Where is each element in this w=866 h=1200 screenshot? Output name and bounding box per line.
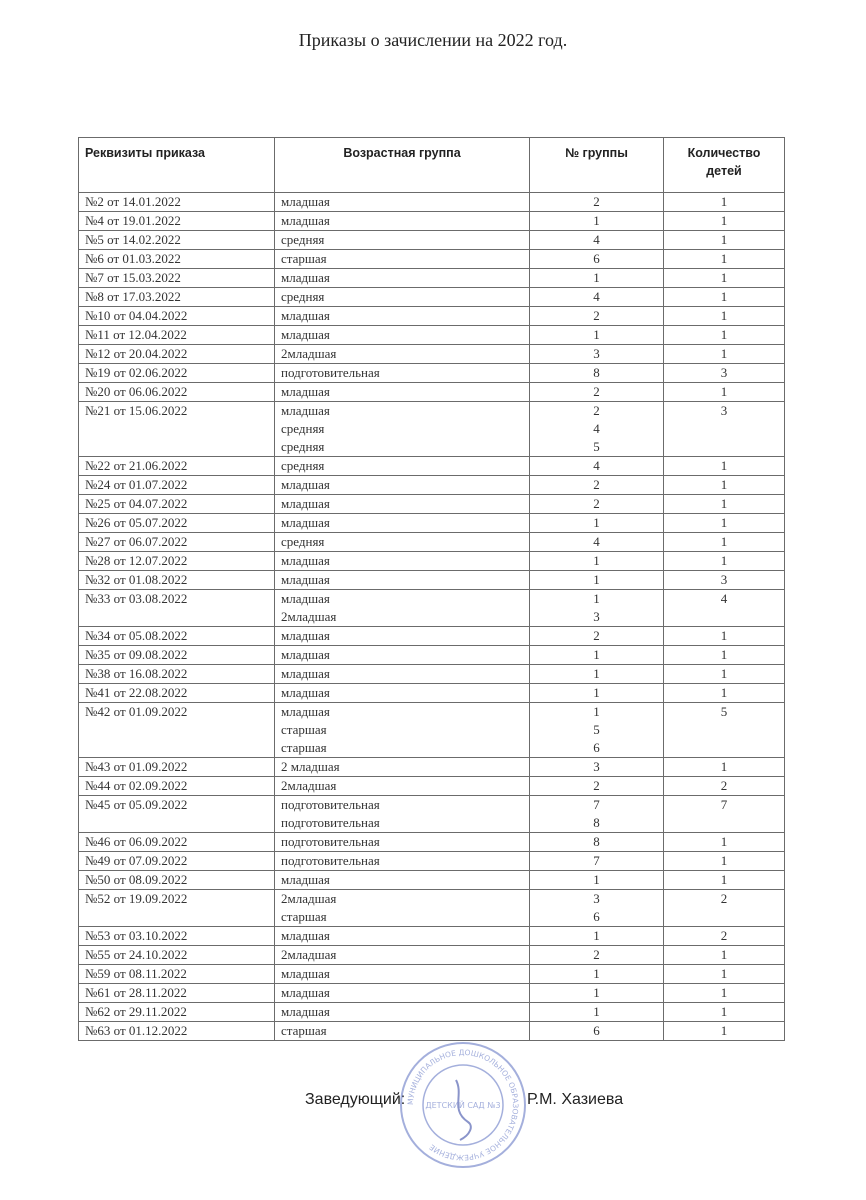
age-group-cell [275,890,530,927]
table-row [79,796,785,833]
age-group-value: младшая [281,628,330,643]
age-group-cell [275,833,530,852]
age-group-cell [275,871,530,890]
group-number-value: 1 [593,985,600,1000]
age-group-cell [275,402,530,457]
age-group-value: старшая [281,909,327,924]
children-count-cell: 1 [664,871,785,890]
group-number-value: 1 [593,591,600,606]
children-count-cell: 2 [664,777,785,796]
group-number-cell [530,646,664,665]
age-group-value: младшая [281,647,330,662]
group-number-value: 1 [593,685,600,700]
group-number-value: 7 [593,797,600,812]
table-row [79,402,785,457]
group-number-value: 2 [593,628,600,643]
children-count-cell: 1 [664,533,785,552]
group-number-cell [530,533,664,552]
table-row [79,571,785,590]
order-details-cell: №43 от 01.09.2022 [79,758,275,777]
order-details-cell: №20 от 06.06.2022 [79,383,275,402]
group-number-value: 7 [593,853,600,868]
group-number-value: 6 [593,909,600,924]
group-number-value: 3 [593,891,600,906]
group-number-cell [530,684,664,703]
children-count-cell: 1 [664,307,785,326]
group-number-value: 2 [593,384,600,399]
group-number-cell [530,1003,664,1022]
group-number-cell [530,250,664,269]
children-count-cell: 1 [664,984,785,1003]
group-number-cell [530,984,664,1003]
table-row [79,627,785,646]
age-group-value: 2младшая [281,891,337,906]
children-count-cell: 1 [664,288,785,307]
seal-ring-text: МУНИЦИПАЛЬНОЕ ДОШКОЛЬНОЕ ОБРАЗОВАТЕЛЬНОЕ УЧРЕЖДЕНИЕ [405,1047,521,1163]
age-group-cell [275,627,530,646]
age-group-value: младшая [281,270,330,285]
children-count-cell: 1 [664,250,785,269]
table-row [79,495,785,514]
age-group-value: младшая [281,403,330,418]
table-row [79,890,785,927]
group-number-value: 1 [593,1004,600,1019]
group-number-cell [530,703,664,758]
order-details-cell: №59 от 08.11.2022 [79,965,275,984]
age-group-cell [275,288,530,307]
children-count-cell: 3 [664,364,785,383]
group-number-cell [530,552,664,571]
age-group-cell [275,1022,530,1041]
group-number-cell [530,796,664,833]
group-number-value: 1 [593,704,600,719]
table-row [79,307,785,326]
age-group-cell [275,646,530,665]
age-group-value: 2младшая [281,609,337,624]
order-details-cell: №63 от 01.12.2022 [79,1022,275,1041]
table-row [79,703,785,758]
age-group-cell [275,590,530,627]
group-number-cell [530,383,664,402]
age-group-cell [275,777,530,796]
table-row [79,758,785,777]
age-group-value: старшая [281,740,327,755]
age-group-cell [275,1003,530,1022]
enrollment-orders-table [78,137,785,1041]
signatory-name: Р.М. Хазиева [527,1091,624,1108]
children-count-cell: 3 [664,402,785,457]
age-group-cell [275,383,530,402]
age-group-cell [275,984,530,1003]
group-number-value: 2 [593,308,600,323]
group-number-value: 4 [593,421,600,436]
age-group-cell [275,946,530,965]
order-details-cell: №25 от 04.07.2022 [79,495,275,514]
children-count-cell: 1 [664,476,785,495]
children-count-cell: 1 [664,758,785,777]
seal-center-text: ДЕТСКИЙ САД №3 [425,1101,501,1110]
group-number-cell [530,1022,664,1041]
signature-mark [456,1080,471,1140]
group-number-value: 1 [593,553,600,568]
order-details-cell: №55 от 24.10.2022 [79,946,275,965]
order-details-cell: №24 от 01.07.2022 [79,476,275,495]
order-details-cell: №12 от 20.04.2022 [79,345,275,364]
group-number-value: 3 [593,759,600,774]
group-number-cell [530,965,664,984]
children-count-cell: 1 [664,684,785,703]
table-row [79,852,785,871]
table-row [79,665,785,684]
age-group-value: младшая [281,553,330,568]
table-row [79,871,785,890]
age-group-value: средняя [281,421,325,436]
group-number-value: 1 [593,213,600,228]
children-count-cell: 1 [664,231,785,250]
order-details-cell: №10 от 04.04.2022 [79,307,275,326]
age-group-cell [275,326,530,345]
age-group-cell [275,796,530,833]
children-count-cell: 1 [664,1003,785,1022]
age-group-cell [275,345,530,364]
group-number-cell [530,269,664,288]
group-number-value: 1 [593,515,600,530]
group-number-cell [530,495,664,514]
children-count-cell: 1 [664,345,785,364]
age-group-value: средняя [281,439,325,454]
age-group-value: 2младшая [281,346,337,361]
group-number-cell [530,457,664,476]
group-number-cell [530,231,664,250]
order-details-cell: №26 от 05.07.2022 [79,514,275,533]
children-count-cell: 1 [664,212,785,231]
table-row [79,193,785,212]
age-group-value: подготовительная [281,815,380,830]
group-number-value: 1 [593,872,600,887]
order-details-cell: №27 от 06.07.2022 [79,533,275,552]
group-number-cell [530,777,664,796]
table-row [79,927,785,946]
group-number-value: 6 [593,251,600,266]
age-group-value: младшая [281,591,330,606]
children-count-cell: 1 [664,627,785,646]
age-group-cell [275,927,530,946]
age-group-cell [275,307,530,326]
group-number-cell [530,193,664,212]
order-details-cell: №22 от 21.06.2022 [79,457,275,476]
table-row [79,326,785,345]
children-count-cell: 1 [664,495,785,514]
group-number-cell [530,665,664,684]
order-details-cell: №19 от 02.06.2022 [79,364,275,383]
group-number-cell [530,326,664,345]
header-age-group: Возрастная группа [275,138,530,193]
table-row [79,288,785,307]
group-number-value: 4 [593,534,600,549]
group-number-cell [530,852,664,871]
children-count-cell: 1 [664,1022,785,1041]
children-count-cell: 1 [664,665,785,684]
group-number-cell [530,871,664,890]
group-number-value: 2 [593,778,600,793]
age-group-value: младшая [281,384,330,399]
order-details-cell: №6 от 01.03.2022 [79,250,275,269]
order-details-cell: №2 от 14.01.2022 [79,193,275,212]
children-count-cell: 1 [664,833,785,852]
order-details-cell: №44 от 02.09.2022 [79,777,275,796]
group-number-cell [530,833,664,852]
header-children-count: Количество детей [664,138,785,193]
table-row [79,833,785,852]
order-details-cell: №38 от 16.08.2022 [79,665,275,684]
order-details-cell: №32 от 01.08.2022 [79,571,275,590]
table-row [79,269,785,288]
table-row [79,684,785,703]
table-row [79,552,785,571]
group-number-value: 2 [593,194,600,209]
group-number-cell [530,946,664,965]
age-group-cell [275,758,530,777]
group-number-cell [530,758,664,777]
age-group-cell [275,533,530,552]
age-group-value: младшая [281,213,330,228]
order-details-cell: №21 от 15.06.2022 [79,402,275,457]
table-row [79,345,785,364]
children-count-cell: 5 [664,703,785,758]
age-group-value: средняя [281,534,325,549]
age-group-value: младшая [281,966,330,981]
age-group-value: 2 младшая [281,759,340,774]
group-number-value: 8 [593,834,600,849]
age-group-cell [275,231,530,250]
age-group-value: старшая [281,722,327,737]
age-group-value: младшая [281,985,330,1000]
table-row [79,250,785,269]
table-row [79,965,785,984]
age-group-cell [275,571,530,590]
age-group-value: младшая [281,477,330,492]
age-group-value: младшая [281,194,330,209]
group-number-value: 8 [593,815,600,830]
group-number-value: 1 [593,572,600,587]
order-details-cell: №7 от 15.03.2022 [79,269,275,288]
age-group-value: младшая [281,572,330,587]
page-title: Приказы о зачислении на 2022 год. [298,30,568,50]
children-count-cell: 1 [664,514,785,533]
age-group-cell [275,193,530,212]
group-number-value: 2 [593,403,600,418]
age-group-cell [275,250,530,269]
age-group-value: младшая [281,704,330,719]
official-seal-stamp [398,1040,528,1170]
age-group-value: младшая [281,515,330,530]
header-order-details: Реквизиты приказа [79,138,275,193]
order-details-cell: №46 от 06.09.2022 [79,833,275,852]
order-details-cell: №5 от 14.02.2022 [79,231,275,250]
children-count-cell: 1 [664,852,785,871]
children-count-cell: 1 [664,269,785,288]
table-row [79,590,785,627]
children-count-cell: 1 [664,193,785,212]
group-number-value: 6 [593,1023,600,1038]
children-count-cell: 4 [664,590,785,627]
age-group-value: подготовительная [281,797,380,812]
age-group-value: средняя [281,232,325,247]
group-number-cell [530,627,664,646]
group-number-value: 5 [593,439,600,454]
group-number-cell [530,476,664,495]
age-group-value: подготовительная [281,853,380,868]
order-details-cell: №49 от 07.09.2022 [79,852,275,871]
children-count-cell: 1 [664,965,785,984]
table-row [79,212,785,231]
order-details-cell: №61 от 28.11.2022 [79,984,275,1003]
children-count-cell: 1 [664,326,785,345]
age-group-cell [275,476,530,495]
group-number-value: 8 [593,365,600,380]
table-row [79,383,785,402]
age-group-cell [275,212,530,231]
age-group-cell [275,495,530,514]
group-number-cell [530,364,664,383]
age-group-value: подготовительная [281,365,380,380]
table-row [79,231,785,250]
age-group-value: младшая [281,327,330,342]
age-group-cell [275,364,530,383]
age-group-cell [275,852,530,871]
group-number-cell [530,590,664,627]
age-group-value: старшая [281,251,327,266]
order-details-cell: №8 от 17.03.2022 [79,288,275,307]
table-row [79,946,785,965]
table-row [79,777,785,796]
order-details-cell: №53 от 03.10.2022 [79,927,275,946]
table-row [79,1022,785,1041]
table-row [79,476,785,495]
group-number-value: 6 [593,740,600,755]
children-count-cell: 1 [664,457,785,476]
table-header-row [79,138,785,193]
order-details-cell: №33 от 03.08.2022 [79,590,275,627]
age-group-value: младшая [281,666,330,681]
age-group-cell [275,965,530,984]
age-group-cell [275,703,530,758]
table-row [79,457,785,476]
age-group-value: подготовительная [281,834,380,849]
order-details-cell: №41 от 22.08.2022 [79,684,275,703]
table-row [79,646,785,665]
group-number-value: 4 [593,458,600,473]
group-number-value: 3 [593,346,600,361]
order-details-cell: №52 от 19.09.2022 [79,890,275,927]
order-details-cell: №28 от 12.07.2022 [79,552,275,571]
age-group-cell [275,552,530,571]
group-number-value: 1 [593,928,600,943]
age-group-value: младшая [281,872,330,887]
group-number-cell [530,345,664,364]
group-number-cell [530,514,664,533]
age-group-cell [275,457,530,476]
children-count-cell: 1 [664,946,785,965]
header-group-number: № группы [530,138,664,193]
order-details-cell: №50 от 08.09.2022 [79,871,275,890]
age-group-value: младшая [281,685,330,700]
group-number-cell [530,927,664,946]
age-group-value: младшая [281,1004,330,1019]
table-row [79,364,785,383]
group-number-value: 2 [593,947,600,962]
group-number-value: 2 [593,477,600,492]
children-count-cell: 1 [664,552,785,571]
group-number-value: 1 [593,666,600,681]
children-count-cell: 7 [664,796,785,833]
children-count-cell: 2 [664,890,785,927]
age-group-value: 2младшая [281,778,337,793]
order-details-cell: №62 от 29.11.2022 [79,1003,275,1022]
age-group-value: младшая [281,928,330,943]
age-group-value: младшая [281,496,330,511]
group-number-value: 4 [593,232,600,247]
group-number-value: 1 [593,966,600,981]
order-details-cell: №34 от 05.08.2022 [79,627,275,646]
group-number-cell [530,288,664,307]
age-group-cell [275,269,530,288]
table-row [79,514,785,533]
group-number-value: 1 [593,327,600,342]
group-number-value: 2 [593,496,600,511]
signatory-position: Заведующий: [305,1091,406,1108]
age-group-value: старшая [281,1023,327,1038]
age-group-cell [275,514,530,533]
age-group-value: средняя [281,458,325,473]
table-row [79,533,785,552]
table-row [79,1003,785,1022]
group-number-value: 5 [593,722,600,737]
group-number-value: 3 [593,609,600,624]
age-group-value: младшая [281,308,330,323]
children-count-cell: 2 [664,927,785,946]
table-body [79,193,785,1041]
group-number-value: 4 [593,289,600,304]
group-number-cell [530,890,664,927]
group-number-value: 1 [593,647,600,662]
order-details-cell: №11 от 12.04.2022 [79,326,275,345]
age-group-cell [275,684,530,703]
group-number-cell [530,307,664,326]
order-details-cell: №42 от 01.09.2022 [79,703,275,758]
group-number-cell [530,571,664,590]
table-row [79,984,785,1003]
order-details-cell: №45 от 05.09.2022 [79,796,275,833]
order-details-cell: №4 от 19.01.2022 [79,212,275,231]
group-number-value: 1 [593,270,600,285]
group-number-cell [530,402,664,457]
order-details-cell: №35 от 09.08.2022 [79,646,275,665]
children-count-cell: 1 [664,646,785,665]
age-group-cell [275,665,530,684]
children-count-cell: 3 [664,571,785,590]
children-count-cell: 1 [664,383,785,402]
group-number-cell [530,212,664,231]
age-group-value: средняя [281,289,325,304]
age-group-value: 2младшая [281,947,337,962]
